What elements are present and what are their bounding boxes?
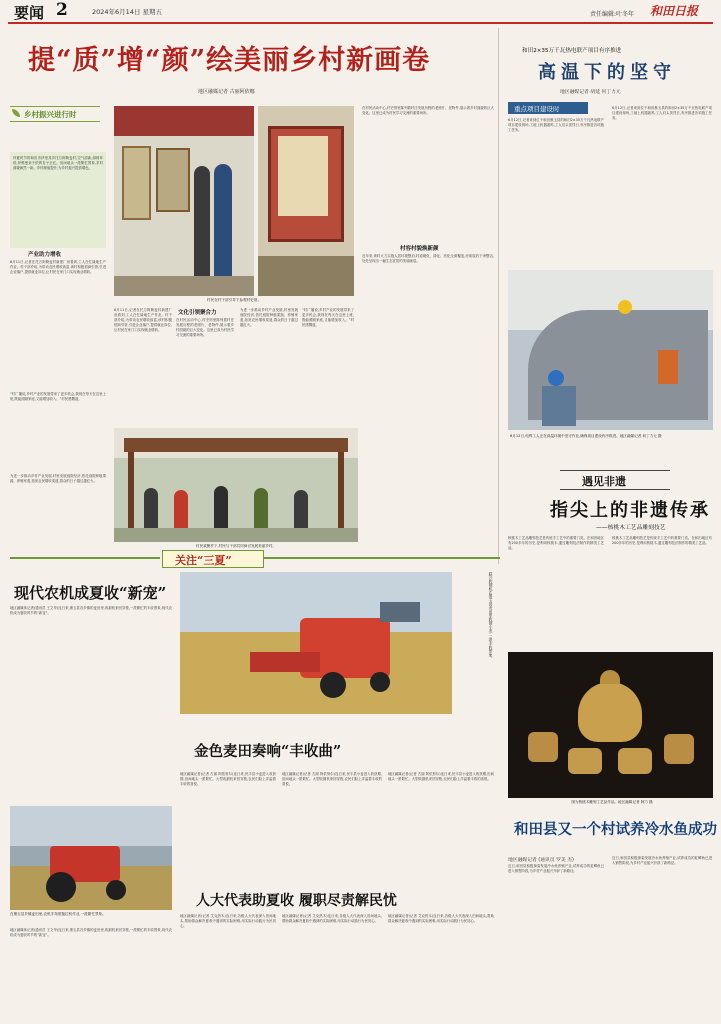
npc-body-1: 地区融媒记者(记者 艾克热木)连日来,各级人大代表深入田间地头,帮助群众解决夏收中遇到的实际困难,用实际行动践行为民初心。 [180,914,276,928]
section-rule-right [264,557,500,559]
leaf-icon [12,109,20,117]
craft-headline: 指尖上的非遗传承 [550,500,710,521]
craft-photo-caption: 图为核桃木雕刻工艺品作品。地区融媒记者 阿力 摄 [571,800,653,804]
body-col-4: 为进一步推动乡村产业发展,村里发展庭院经济,依托庭院种植果蔬、养殖家禽,拓宽农民增收渠道,群众的日子越过越红火。 [240,308,298,327]
side-photo-welders [508,270,713,430]
main-photo-pavilion [114,428,358,542]
farm-body-bottom: 地区融媒体记者(通讯员 王文华)连日来,墨玉县各乡镇的麦田里,收割机来回穿梭,一派繁忙的丰收景象,现代农机成为夏收时节的“新宠”。 [10,928,172,937]
ice-body-right: 近日,和田县积极探索发展冷水鱼养殖产业,试养成功的虹鳟鱼已进入销售阶段,为乡村产业振兴开辟了新路径。 [612,856,712,865]
ice-body-left: 近日,和田县积极探索发展冷水鱼养殖产业,试养成功的虹鳟鱼已进入销售阶段,为乡村产业振兴开辟了新路径。 [508,864,604,873]
main-photo-museum-right [258,106,354,296]
farm-vertical-caption: 联合收割机在墨玉县麦田里收割小麦,一派丰收景象。 [489,572,494,661]
subhead-industry: 产业助力增收 [28,252,62,258]
side-headline: 高温下的坚守 [538,62,676,83]
side-series-tag [508,102,588,114]
main-byline: 地区融媒记者 古丽阿依娜 [198,89,255,95]
farm-photo-tractor [10,806,172,910]
section-label-box [162,550,264,568]
body-col-1b: “村广播说,乡村产业的发展带来了更多机会,我现在每天在这里上班,既能照顾家庭,又能增加收入。”村民感慨道。 [10,392,106,401]
ice-headline: 和田县又一个村试养冷水鱼成功 [514,821,717,838]
wheat-body-2: 地区融媒记者(记者 古丽 阿依努尔)连日来,民丰县小麦进入收获期,田间地头一派繁忙。大型收割机来回穿梭,农民们脸上洋溢着丰收的喜悦。 [282,772,382,786]
npc-body-2: 地区融媒记者(记者 艾克热木)连日来,各级人大代表深入田间地头,帮助群众解决夏收中遇到的实际困难,用实际行动践行为民初心。 [282,914,382,923]
side-byline: 地区融媒记者 胡延 何丁力元 [560,90,621,95]
ice-byline: 地区融媒记者 (通讯员 罗美 杰) [508,858,574,863]
photo-caption-museum: 村民在村干部引导下参观村史馆。 [207,298,261,302]
wheat-body-3: 地区融媒记者(记者 古丽 阿依努尔)连日来,民丰县小麦进入收获期,田间地头一派繁忙。大型收割机来回穿梭,农民们脸上洋溢着丰收的喜悦。 [388,772,494,781]
farm-photo-harvester [180,572,452,714]
side-column-label: 和田2×35万千瓦热电联产项目有序推进 [522,48,622,54]
npc-headline: 人大代表助夏收 履职尽责解民忧 [196,893,397,909]
side-body-right: 6月12日,记者来到位于和田墨玉县的和田2×35万千瓦热电联产项目建设现场,工地上机器轰鸣,工人们头顶烈日,有序推进各项施工任务。 [612,106,712,120]
issue-date: 2024年6月14日 星期五 [92,8,163,16]
series-tag-rural [10,106,100,122]
masthead [0,0,721,22]
craft-body-right: 核桃木工艺品雕刻技艺是传统手工艺中的重要门类。在和田地区有200多年的历史,是利用核桃木,通过雕刻技法制作的精美工艺品。 [612,536,712,545]
body-col-2: 6月11日,记者在托万阿勒麦村新建厂房看到,工人在忙碌地生产作业。村干部介绍,为带动农民增收致富,该村积极招商引资,引进企业落户,提供就业岗位,让村民在家门口实现就业增收。 [114,308,172,332]
lead-paragraph: 仲夏时节的和田市伊里其乡托万阿勒麦村,空气清新,绿树环绕,伊维曼朵于依的杏子正红。田间地头一派繁忙景象,乡村面貌焕然一新。乡村颜值提升,为乡村振兴提质增色。 [13,156,103,170]
side-body-left: 6月12日,记者来到位于和田墨玉县的和田2×35万千瓦热电联产项目建设现场,工地上机器轰鸣,工人们头顶烈日,有序推进各项施工任务。 [508,118,604,132]
main-photo-museum [114,106,254,296]
main-headline: 提“质”增“颜”绘美丽乡村新画卷 [28,45,431,76]
farm-body: 地区融媒体记者(通讯员 王文华)连日来,墨玉县各乡镇的麦田里,收割机来回穿梭,一派繁忙的丰收景象,现代农机成为夏收时节的“新宠”。 [10,606,172,615]
masthead-rule [8,22,713,24]
body-col-3: 在村民活动中心,村史馆里陈列着村庄发展历程的老照片、老物件,展示着乡村面貌的巨大变化。这里已成为村民学习交流的重要场所。 [176,318,234,337]
paper-logo: 和田日报 [650,4,699,18]
body-col-5: “村广播说,乡村产业的发展带来了更多机会,我现在每天在这里上班,既能照顾家庭,又能增加收入。”村民感慨道。 [302,308,354,327]
npc-body-3: 地区融媒记者(记者 艾克热木)连日来,各级人大代表深入田间地头,帮助群众解决夏收中遇到的实际困难,用实际行动践行为民初心。 [388,914,494,923]
tractor-caption: 在墨玉县乡镇麦田里,农机手驾驶拖拉机作业,一派繁忙景象。 [10,912,106,916]
section-name: 要闻 [14,4,45,22]
craft-subhead: ——核桃木工艺品雕刻技艺 [596,525,666,531]
body-col-1c: 为进一步推动乡村产业发展,村里发展庭院经济,依托庭院种植果蔬、养殖家禽,拓宽农民增收渠道,群众的日子越过越红火。 [10,474,106,483]
wheat-body-1: 地区融媒记者(记者 古丽 阿依努尔)连日来,民丰县小麦进入收获期,田间地头一派繁忙。大型收割机来回穿梭,农民们脸上洋溢着丰收的喜悦。 [180,772,276,786]
photo-caption-pavilion: 村民欢聚亭下,村民与干部共同商讨发展美丽乡村。 [195,544,277,548]
craft-logo [560,470,670,490]
craft-photo-teapot [508,652,713,798]
wheat-headline: 金色麦田奏响“丰收曲” [194,743,342,760]
section-label-text: 关注“三夏” [175,554,232,567]
lead-box [10,152,106,248]
body-col-6: 在村民活动中心,村史馆里陈列着村庄发展历程的老照片、老物件,展示着乡村面貌的巨大变化。这里已成为村民学习交流的重要场所。 [362,106,494,115]
editor-credit: 责任编辑:叶冬年 [590,11,635,18]
subhead-culture: 文化引领聚合力 [178,310,217,316]
page-number: 2 [56,0,68,20]
section-rule-left [10,557,160,559]
series-tag-text: 乡村振兴进行时 [24,110,77,119]
column-divider [498,28,499,564]
subhead-village: 村容村貌焕新颜 [400,246,439,252]
body-col-1a: 6月11日,记者在托万阿勒麦村新建厂房看到,工人在忙碌地生产作业。村干部介绍,为带动农民增收致富,该村积极招商引资,引进企业落户,提供就业岗位,让村民在家门口实现就业增收。 [10,260,106,274]
side-series-tag-text: 重点项目建设时 [514,105,560,113]
craft-body-left: 核桃木工艺品雕刻技艺是传统手工艺中的重要门类。在和田地区有200多年的历史,是利用核桃木,通过雕刻技法制作的精美工艺品。 [508,536,604,550]
body-col-7: 近年来,该村大力实施人居环境整治,村道硬化、绿化、亮化全面覆盖,房前屋后干净整洁,处处呈现出一幅生态宜居的美丽画卷。 [362,254,494,263]
farm-headline: 现代农机成夏收“新宠” [14,584,167,602]
side-photo-caption: 6月12日,电焊工人正在高温环境中坚守作业,确保项目建设有序推进。地区融媒记者 何丁力元 摄 [510,434,662,438]
craft-logo-text: 遇见非遗 [582,475,626,488]
